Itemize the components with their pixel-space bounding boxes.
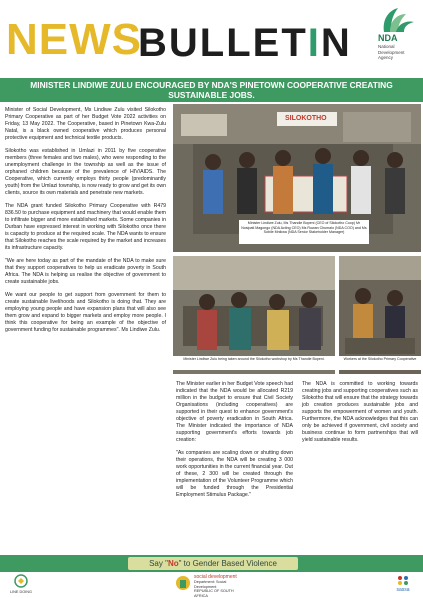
- article-middle-column: [176, 381, 293, 505]
- headline-line1: MINISTER LINDIWE ZULU ENCOURAGED BY NDA'S PINETOWN COOPERATIVE CREATING: [30, 80, 393, 90]
- photo-workers: [339, 256, 421, 374]
- dept-name: social development: [194, 574, 237, 580]
- photo-banner-text: SILOKOTHO: [285, 115, 327, 122]
- title-bulletin-part2: N: [320, 21, 352, 65]
- title-bulletin-part1: BULLET: [138, 21, 308, 65]
- footer-logos: [0, 572, 423, 598]
- logo-line-doing-text: LINE DOING: [10, 589, 32, 594]
- photo-workshop-tour: [173, 256, 335, 374]
- logo-sassa: [386, 574, 420, 592]
- nda-name-line3: Agency: [378, 55, 394, 60]
- gbv-slogan: [128, 557, 298, 570]
- slogan-pre: Say ": [149, 559, 168, 568]
- article-paragraph: The Minister earlier in her Budget Vote speech had indicated that the NDA would be allocated R219 million in the budget to ensure that Civil Society Organisations (including cooperatives) are supported in their quest to enhance government's objective of poverty eradication in South Africa. The Minister indicated the importance of NDA supporting government's efforts towards job creation:: [176, 381, 293, 443]
- photo-handover-caption: Minister Lindiwe Zulu, Ms Thandie Bopeni (CEO of Silokotho Coop) Mr Nosipati Magongo (NDA Acting CEO) Ms Rowan Chumalo (NDA COO) and Ms Sobile Mnikwa (NDA Senior Stakeholder Manager): [239, 220, 369, 244]
- article-left-column: [5, 107, 166, 340]
- dept-country: REPUBLIC OF SOUTH AFRICA: [194, 589, 234, 598]
- article-paragraph: "As companies are scaling down or shutting down their operations, the NDA will be creating 3 000 work opportunities in the current financial year. Out of these, 2 300 will be created through the implementation of the Volunteer Programme which will be funded through the Presidential Employment Stimulus Package.": [176, 450, 293, 498]
- slogan-post: " to Gender Based Violence: [178, 559, 277, 568]
- title-news: NEWS: [6, 15, 142, 64]
- nda-name-line2: Development: [378, 49, 405, 55]
- sassa-icon: [396, 574, 410, 586]
- article-right-column: [302, 381, 418, 450]
- article-paragraph: We want our people to get support from government for them to create sustainable livelihoods and Silokotho is doing that. They are employing young people and have expansion plans that will also see them grow and expand to bigger markets and employ more people. I think this cooperative for being an example of the objective of government funding for sustainable programmes". Ms Lindiwe Zulu.: [5, 292, 166, 333]
- title-bulletin-i: I: [307, 21, 321, 65]
- sassa-text: sassa: [396, 586, 410, 593]
- coat-of-arms-icon: [174, 574, 192, 592]
- photo-workers-caption: Workers at the Silokotho Primary Cooperative: [339, 356, 421, 370]
- slogan-no: No: [167, 559, 179, 568]
- nda-abbr: NDA: [378, 33, 398, 43]
- article-paragraph: Silokotho was established in Umlazi in 2011 by five cooperative members (three females and two males), who were responding to the unemployment challenge in the township as well as the issue of orphaned children because of the prevalence of HIV/AIDS. The Cooperative, which currently employs thirty people (predominantly youth) from the Umlazi township, is now ready to grow and get its own clients, source its own materials and penetrate new markets.: [5, 148, 166, 196]
- dept-sub: Department: Social Development: [194, 580, 227, 589]
- headline-banner: [0, 78, 423, 102]
- logo-social-development: [174, 574, 246, 598]
- nda-name: [378, 44, 422, 61]
- article-paragraph: The NDA is committed to working towards creating jobs and supporting cooperatives such as Silokotho that will ensure that the strategy towards job creation produces sustainable jobs and supports the empowerment of women and youth. Furthermore, the NDA acknowledges that this can only be achieved if government, civil society and business continue to form partnerships that will yield sustainable results.: [302, 381, 418, 443]
- article-paragraph: The NDA grant funded Silokotho Primary Cooperative with R479 836.50 to purchase equipment and machinery that would enable them to infiltrate bigger and more established markets. Some companies in Durban have expressed interest in working with Silokotho once there is capacity to produce at the required scale. The NDA wants to ensure that Silokotho reaches the scale required by the market and increases its infrastructure capacity.: [5, 203, 166, 251]
- header: [0, 0, 423, 78]
- article-paragraph: "We are here today as part of the mandate of the NDA to make sure that they support cooperatives to help us eradicate poverty in South Africa. The NDA is helping us realise the objective of government to create sustainable jobs.: [5, 258, 166, 285]
- line-doing-icon: [13, 574, 29, 588]
- photo-workshop-caption: Minister Lindiwe Zulu being taken around the Silokotho workshop by Ms Thandie Bopeni.: [173, 356, 335, 370]
- article-paragraph: Minister of Social Development, Ms Lindiwe Zulu visited Silokotho Primary Cooperative as part of her Budget Vote 2022 activities on Friday, 13 May 2022. The Cooperative, based in Pinetown Kwa-Zulu Natal, is a black owned cooperative which produces personal protective equipment and technical textile products.: [5, 107, 166, 141]
- logo-line-doing: [4, 574, 38, 594]
- headline-line2: SUSTAINABLE JOBS.: [168, 90, 255, 100]
- photo-handover: [173, 104, 421, 252]
- title-bulletin: [138, 19, 352, 67]
- nda-name-line1: National: [378, 44, 395, 49]
